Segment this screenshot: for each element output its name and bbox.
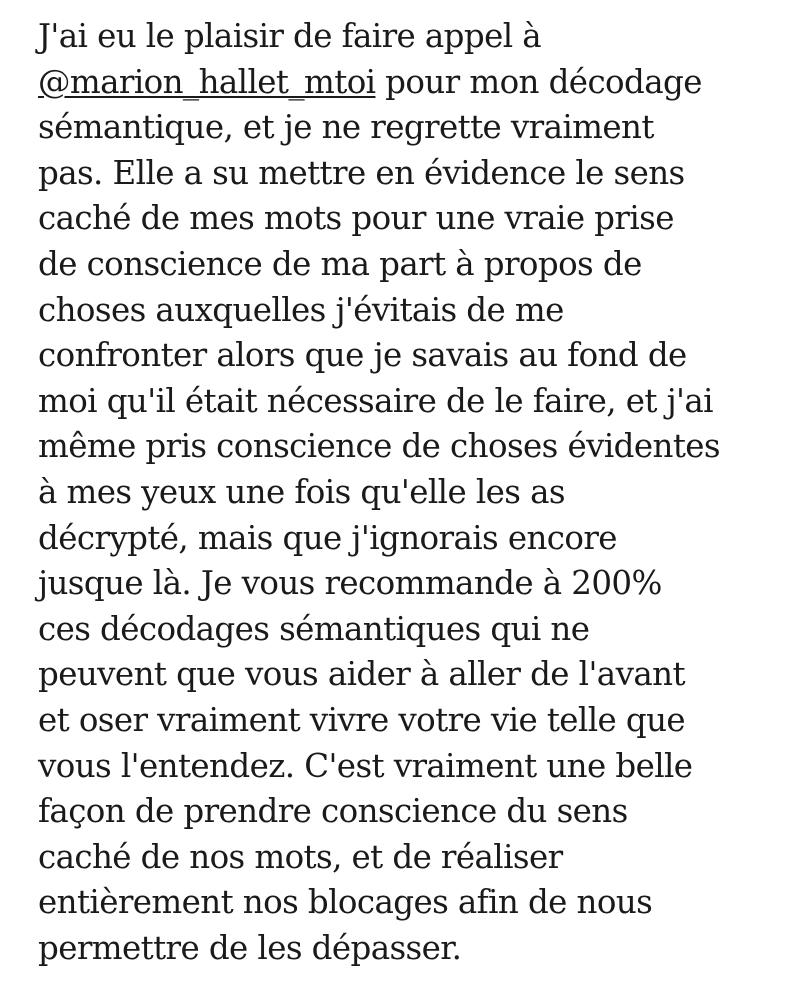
testimonial-text: [38, 14, 778, 971]
text-line: à mes yeux une fois qu'elle les as: [38, 472, 565, 511]
text-line: même pris conscience de choses évidentes: [38, 427, 721, 466]
text-line: [38, 60, 778, 106]
text-line: vous l'entendez. C'est vraiment une belle: [38, 746, 693, 785]
text-line: peuvent que vous aider à aller de l'avant: [38, 655, 685, 694]
text-line-fragment: pour mon décodage: [375, 62, 702, 101]
text-line: décrypté, mais que j'ignorais encore: [38, 518, 617, 557]
text-line: caché de nos mots, et de réaliser: [38, 837, 563, 876]
user-mention-link[interactable]: @marion_hallet_mtoi: [38, 62, 376, 101]
text-line: entièrement nos blocages afin de nous: [38, 883, 653, 922]
text-line: moi qu'il était nécessaire de le faire, et j'ai: [38, 381, 713, 420]
text-line: caché de mes mots pour une vraie prise: [38, 199, 674, 238]
text-line: pas. Elle a su mettre en évidence le sens: [38, 153, 685, 192]
text-line: sémantique, et je ne regrette vraiment: [38, 108, 654, 147]
text-line: permettre de les dépasser.: [38, 928, 462, 967]
text-line: J'ai eu le plaisir de faire appel à: [38, 17, 542, 55]
text-line: choses auxquelles j'évitais de me: [38, 290, 564, 329]
text-line: et oser vraiment vivre votre vie telle que: [38, 700, 686, 739]
text-line: façon de prendre conscience du sens: [38, 792, 628, 831]
text-line: jusque là. Je vous recommande à 200%: [38, 564, 662, 603]
text-line: de conscience de ma part à propos de: [38, 244, 642, 283]
text-line: ces décodages sémantiques qui ne: [38, 609, 590, 648]
text-line: confronter alors que je savais au fond de: [38, 336, 687, 375]
